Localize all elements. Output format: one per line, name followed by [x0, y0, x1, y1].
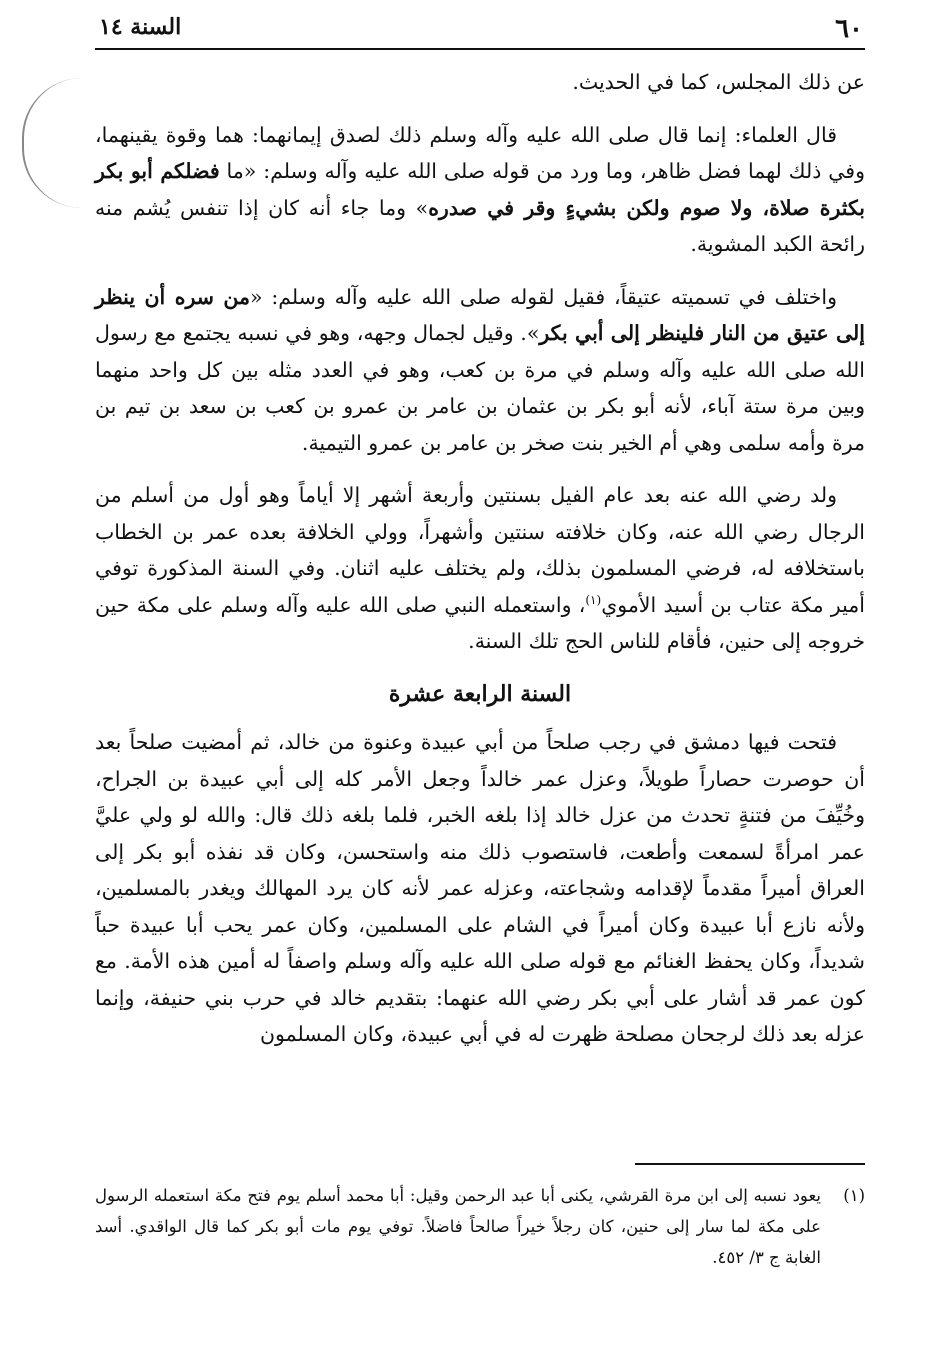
paragraph-text: » وما جاء أنه كان إذا تنفس يُشم منه رائحة الكبد المشوية.	[95, 195, 865, 256]
quote-bold: فضلكم أبو بكر بكثرة صلاة، ولا صوم ولكن بشيءٍ وقر في صدره	[95, 159, 865, 220]
paragraph	[95, 477, 865, 660]
paragraph-text: ولد رضي الله عنه بعد عام الفيل بسنتين وأربعة أشهر إلا أياماً وهو أول من أسلم من الرجال رضي الله عنه، وكان خلافته سنتين وأشهراً، وولي الخلافة بعده عمر بن الخطاب باستخلافه له، فرضي المسلمون بذلك، ولم يختلف عليه اثنان. وفي السنة المذكورة توفي أمير مكة عتاب بن أسيد الأموي	[95, 483, 865, 617]
footnote	[95, 1180, 865, 1273]
paragraph-text: واختلف في تسميته عتيقاً، فقيل لقوله صلى الله عليه وآله وسلم: «	[249, 284, 837, 309]
paragraph-text: قال العلماء: إنما قال صلى الله عليه وآله وسلم ذلك لصدق إيمانهما: هما وقوة يقينهما، وفي ذلك لهما فضل ظاهر، وما ورد من قوله صلى الله عليه وآله وسلم: «ما	[95, 122, 865, 183]
footnote-text: يعود نسبه إلى ابن مرة القرشي، يكنى أبا عبد الرحمن وقيل: أبا محمد أسلم يوم فتح مكة استعمله الرسول على مكة لما سار إلى حنين، كان رجلاً خيراً صالحاً فاضلاً. توفي يوم مات أبو بكر كما قال الواقدي. أسد الغابة ج ٣/ ٤٥٢.	[95, 1186, 821, 1267]
paragraph-text: عن ذلك المجلس، كما في الحديث.	[572, 70, 865, 94]
main-text	[95, 64, 865, 1069]
paragraph-text: فتحت فيها دمشق في رجب صلحاً من أبي عبيدة وعنوة من خالد، ثم أمضيت صلحاً بعد أن حوصرت حصاراً طويلاً، وعزل عمر خالداً وجعل الأمر كله إلى أبي عبيدة بن الجراح، وخُيِّفَ من فتنةٍ تحدث من عزل خالد إذا بلغه الخبر، فلما بلغه ذلك قال: والله لو ولي عليَّ عمر امرأةً لسمعت وأطعت، فاستصوب ذلك منه واستحسن، وكان قد نفذه أبو بكر إلى العراق أميراً مقدماً لإقدامه وشجاعته، وعزله عمر لأنه كان يرد المهالك ويغدر بالمسلمين، ولأنه نازع أبا عبيدة وكان أميراً في الشام على المسلمين، وكان عمر يحب أبا عبيدة حباً شديداً، وكان يحفظ الغنائم مع قوله صلى الله عليه وآله وسلم واصفاً له أمين هذه الأمة. مع كون عمر قد أشار على أبي بكر رضي الله عنهما: بتقديم خالد في حرب بني حنيفة، وإنما عزله بعد ذلك لرجحان مصلحة ظهرت له في أبي عبيدة، وكان المسلمون	[95, 730, 865, 1046]
paragraph	[95, 117, 865, 263]
footnote-reference[interactable]: (١)	[585, 592, 602, 607]
quote-bold: من سره أن ينظر إلى عتيق من النار فلينظر إلى أبي بكر	[95, 284, 865, 345]
page-number: ٦٠	[835, 14, 863, 44]
section-heading: السنة الرابعة عشرة	[388, 680, 572, 707]
footnote-separator	[635, 1163, 865, 1165]
paragraph-text: ، واستعمله النبي صلى الله عليه وآله وسلم على مكة حين خروجه إلى حنين، فأقام للناس الحج تلك السنة.	[95, 592, 865, 653]
paragraph	[95, 724, 865, 1053]
paragraph	[95, 64, 865, 101]
footnote-number: (١)	[843, 1186, 865, 1205]
paragraph	[95, 279, 865, 462]
paragraph-text: ». وقيل لجمال وجهه، وهو في نسبه يجتمع مع رسول الله صلى الله عليه وآله وسلم في مرة بن كعب، وهو في العدد مثله بين كل واحد منهما وبين مرة ستة آباء، لأنه أبو بكر بن عثمان بن عامر بن عمرو بن كعب بن سعد بن تيم بن مرة وأمه سلمى وهي أم الخير بنت صخر بن عامر بن عمرو التيمية.	[95, 321, 865, 455]
running-head: السنة ١٤	[99, 14, 182, 40]
margin-scan-mark	[22, 78, 84, 208]
page-header	[95, 12, 865, 50]
